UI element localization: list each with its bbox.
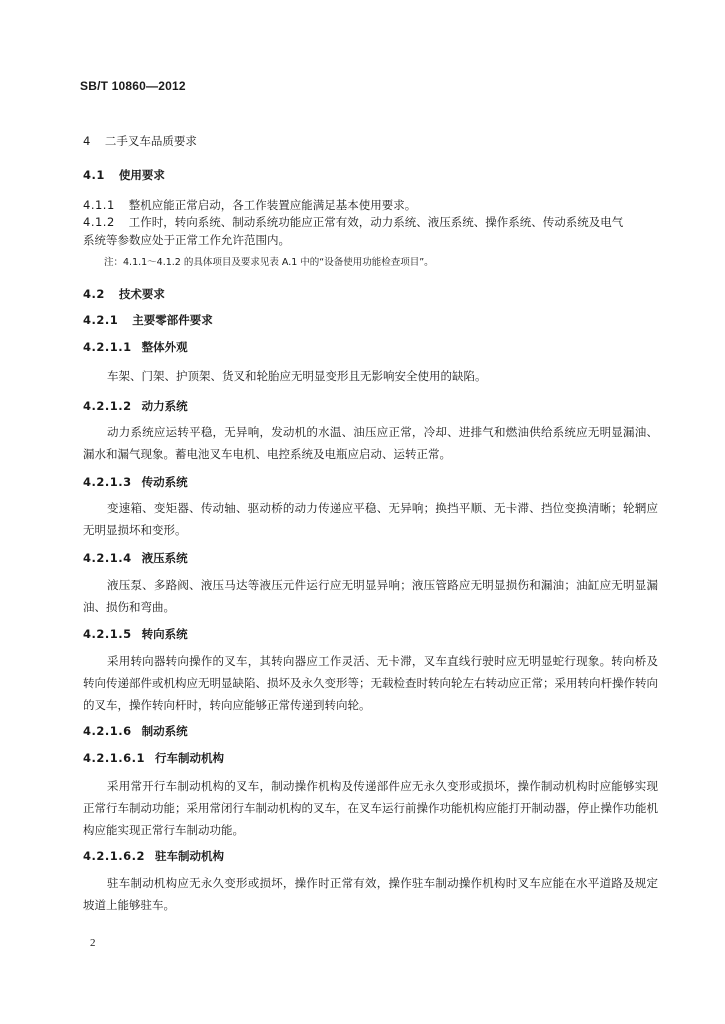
section-title: 驻车制动机构 <box>154 849 224 863</box>
section-4-2-1-1-heading <box>83 339 188 355</box>
section-4-2-heading <box>83 286 165 302</box>
section-title: 制动系统 <box>141 724 188 738</box>
section-4-2-1-4-heading <box>83 550 188 566</box>
paragraph-4-2-1-2: 动力系统应运转平稳，无异响，发动机的水温、油压应正常，冷却、进排气和燃油供给系统应无明显漏油、漏水和漏气现象。蓄电池叉车电机、电控系统及电瓶应启动、运转正常。 <box>83 425 658 461</box>
section-title: 转向系统 <box>141 627 188 641</box>
section-4-2-1-heading <box>83 312 213 328</box>
section-4-1-2-cont: 系统等参数应处于正常工作允许范围内。 <box>83 233 290 247</box>
section-number: 4.2.1.6.1 <box>83 751 145 765</box>
paragraph-4-2-1-6-1: 采用常开行车制动机构的叉车，制动操作机构及传递部件应无永久变形或损坏，操作制动机构时应能够实现正常行车制动功能；采用常闭行车制动机构的叉车，在叉车运行前操作功能机构应能打开制动器，停止操作功能机构应能实现正常行车制动功能。 <box>83 779 658 837</box>
section-title: 液压系统 <box>141 551 188 565</box>
section-number: 4.1 <box>83 168 105 182</box>
paragraph-4-2-1-6-2: 驻车制动机构应无永久变形或损坏，操作时正常有效，操作驻车制动操作机构时叉车应能在水平道路及规定坡道上能够驻车。 <box>83 876 658 912</box>
section-number: 4.2.1.6.2 <box>83 849 145 863</box>
section-number: 4.2.1 <box>83 313 119 327</box>
section-number: 4.2.1.2 <box>83 399 132 413</box>
section-4-2-1-6-2-heading <box>83 848 224 864</box>
section-title: 动力系统 <box>141 399 188 413</box>
paragraph-4-2-1-1: 车架、门架、护顶架、货叉和轮胎应无明显变形且无影响安全使用的缺陷。 <box>107 369 487 383</box>
section-4-2-1-6-1-heading <box>83 750 224 766</box>
section-title: 传动系统 <box>141 475 188 489</box>
section-number: 4.2.1.6 <box>83 724 132 738</box>
section-title: 整体外观 <box>141 340 188 354</box>
paragraph-4-2-1-3: 变速箱、变矩器、传动轴、驱动桥的动力传递应平稳、无异响；换挡平顺、无卡滞、挡位变换清晰；轮辋应无明显损坏和变形。 <box>83 501 658 537</box>
section-number: 4.2.1.3 <box>83 475 132 489</box>
section-title: 主要零部件要求 <box>132 313 213 327</box>
section-4-1-heading <box>83 167 165 183</box>
paragraph-text: 工作时，转向系统、制动系统功能应正常有效，动力系统、液压系统、操作系统、传动系统及电气 <box>128 215 624 229</box>
section-4-heading <box>83 133 197 149</box>
page-number: 2 <box>90 937 96 949</box>
section-number: 4.2.1.5 <box>83 627 132 641</box>
section-4-1-2 <box>83 214 623 230</box>
note: 注：4.1.1～4.1.2 的具体项目及要求见表 A.1 中的“设备使用功能检查项目”。 <box>104 257 434 268</box>
paragraph-4-2-1-5: 采用转向器转向操作的叉车，其转向器应工作灵活、无卡滞，叉车直线行驶时应无明显蛇行现象。转向桥及转向传递部件或机构应无明显缺陷、损坏及永久变形等；无载检查时转向轮左右转动应正常；采用转向杆操作转向的叉车，操作转向杆时，转向应能够正常传递到转向轮。 <box>83 654 658 712</box>
section-number: 4.2.1.4 <box>83 551 132 565</box>
section-title: 二手叉车品质要求 <box>104 134 197 148</box>
standard-code: SB/T 10860—2012 <box>80 79 186 93</box>
section-number: 4.2.1.1 <box>83 340 132 354</box>
section-4-2-1-5-heading <box>83 626 188 642</box>
section-4-2-1-2-heading <box>83 398 188 414</box>
section-number: 4.2 <box>83 287 105 301</box>
paragraph-4-2-1-4: 液压泵、多路阀、液压马达等液压元件运行应无明显异响；液压管路应无明显损伤和漏油；油缸应无明显漏油、损伤和弯曲。 <box>83 578 658 614</box>
section-number: 4.1.2 <box>83 215 115 229</box>
paragraph-text: 整机应能正常启动，各工作装置应能满足基本使用要求。 <box>128 198 417 212</box>
section-title: 使用要求 <box>118 168 165 182</box>
section-4-2-1-3-heading <box>83 474 188 490</box>
section-4-1-1 <box>83 197 416 213</box>
section-4-2-1-6-heading <box>83 723 188 739</box>
section-title: 技术要求 <box>118 287 165 301</box>
section-number: 4 <box>83 134 91 148</box>
section-title: 行车制动机构 <box>154 751 224 765</box>
section-number: 4.1.1 <box>83 198 115 212</box>
